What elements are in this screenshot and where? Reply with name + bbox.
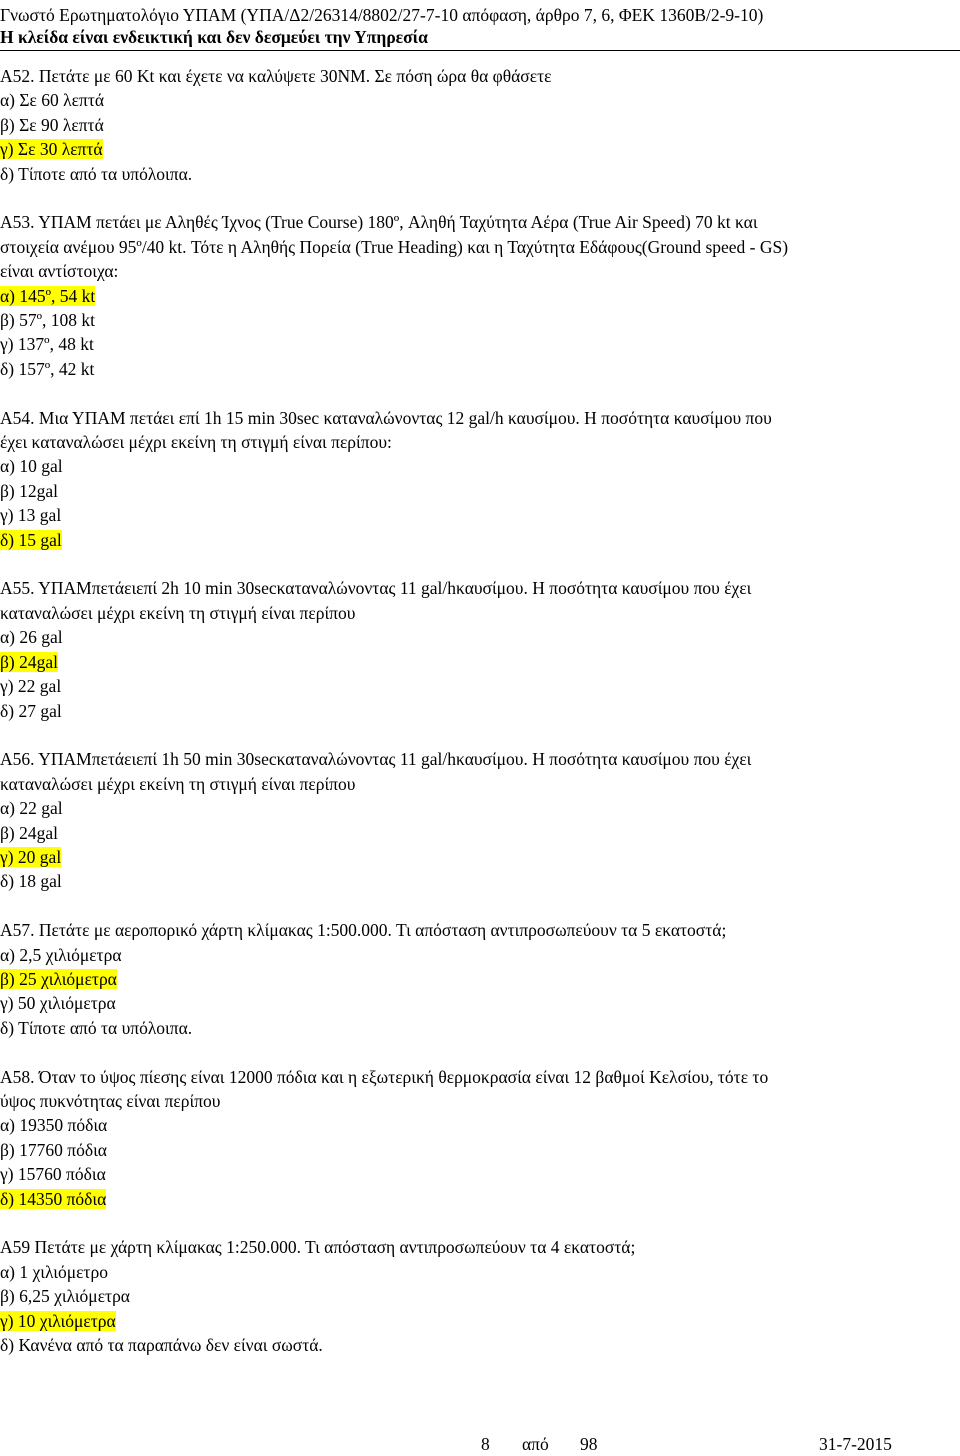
question-text: Α57. Πετάτε με αεροπορικό χάρτη κλίμακας 1:500.000. Τι απόσταση αντιπροσωπεύουν τα 5 εκατοστά; <box>0 920 727 941</box>
page-footer <box>0 1434 960 1456</box>
answer-option-text: δ) 27 gal <box>0 700 62 721</box>
answer-option <box>0 162 958 186</box>
answer-option <box>0 332 958 356</box>
answer-option <box>0 650 958 674</box>
question-block <box>0 1235 958 1357</box>
answer-option-text: γ) 22 gal <box>0 676 62 697</box>
answer-option <box>0 1187 958 1211</box>
answer-option <box>0 284 958 308</box>
question-block <box>0 406 958 552</box>
answer-option-text: β) 6,25 χιλιόμετρα <box>0 1286 130 1307</box>
question-text: Α54. Μια ΥΠΑΜ πετάει επί 1h 15 min 30sec καταναλώνοντας 12 gal/h καυσίμου. Η ποσότητα καυσίμου που <box>0 407 772 428</box>
page-total: 98 <box>580 1434 598 1454</box>
question-block <box>0 1065 958 1211</box>
answer-option <box>0 625 958 649</box>
answer-option <box>0 674 958 698</box>
answer-option <box>0 1260 958 1284</box>
answer-option-text: δ) 18 gal <box>0 871 62 892</box>
question-text: Α59 Πετάτε με χάρτη κλίμακας 1:250.000. Τι απόσταση αντιπροσωπεύουν τα 4 εκατοστά; <box>0 1237 636 1258</box>
question-block <box>0 918 958 1040</box>
answer-option <box>0 821 958 845</box>
answer-option <box>0 357 958 381</box>
page-of-label: από <box>522 1434 549 1454</box>
answer-option-text: β) 57º, 108 kt <box>0 310 96 331</box>
question-text: Α52. Πετάτε με 60 Kt και έχετε να καλύψετε 30NM. Σε πόση ώρα θα φθάσετε <box>0 66 552 86</box>
answer-option <box>0 528 958 552</box>
answer-option-text: α) 19350 πόδια <box>0 1115 108 1136</box>
answer-option <box>0 503 958 527</box>
header-title: Γνωστό Ερωτηματολόγιο ΥΠΑΜ (ΥΠΑ/Δ2/26314/8802/27-7-10 απόφαση, άρθρο 7, 6, ΦΕΚ 1360Β/2-9-10) <box>0 5 764 25</box>
answer-option-text: δ) Κανένα από τα παραπάνω δεν είναι σωστά. <box>0 1335 323 1356</box>
footer-date: 31-7-2015 <box>819 1434 892 1454</box>
header-disclaimer: Η κλείδα είναι ενδεικτική και δεν δεσμεύει την Υπηρεσία <box>0 27 428 47</box>
answer-option <box>0 1138 958 1162</box>
question-block <box>0 747 958 893</box>
question-text: καταναλώσει μέχρι εκείνη τη στιγμή είναι περίπου <box>0 773 356 794</box>
answer-option <box>0 308 958 332</box>
answer-option-text: δ) 157º, 42 kt <box>0 358 95 379</box>
page-header <box>0 4 960 48</box>
answer-option <box>0 1113 958 1137</box>
page-number: 8 <box>481 1434 490 1454</box>
answer-option <box>0 991 958 1015</box>
answer-option <box>0 113 958 137</box>
answer-option-correct: γ) 10 χιλιόμετρα <box>0 1310 116 1331</box>
question-text: Α58. Όταν το ύψος πίεσης είναι 12000 πόδια και η εξωτερική θερμοκρασία είναι 12 βαθμοί Κελσίου, τότε το <box>0 1066 769 1087</box>
answer-option <box>0 699 958 723</box>
answer-option <box>0 88 958 112</box>
question-text: είναι αντίστοιχα: <box>0 261 119 282</box>
answer-option-text: β) Σε 90 λεπτά <box>0 114 104 135</box>
answer-option-correct: γ) 20 gal <box>0 846 62 867</box>
answer-option <box>0 1284 958 1308</box>
answer-option <box>0 1309 958 1333</box>
answer-option-text: γ) 13 gal <box>0 505 62 526</box>
answer-option-text: δ) Τίποτε από τα υπόλοιπα. <box>0 163 193 184</box>
answer-option <box>0 1162 958 1186</box>
question-text: Α55. ΥΠΑΜπετάειεπί 2h 10 min 30secκαταναλώνοντας 11 gal/hκαυσίμου. Η ποσότητα καυσίμου που έχει <box>0 578 752 599</box>
question-text: στοιχεία ανέμου 95º/40 kt. Τότε η Αληθής Πορεία (True Heading) και η Ταχύτητα Εδάφους(Ground speed - GS) <box>0 236 789 257</box>
question-text: Α56. ΥΠΑΜπετάειεπί 1h 50 min 30secκαταναλώνοντας 11 gal/hκαυσίμου. Η ποσότητα καυσίμου που έχει <box>0 749 752 770</box>
answer-option-text: β) 12gal <box>0 480 58 501</box>
answer-option <box>0 943 958 967</box>
answer-option <box>0 796 958 820</box>
answer-option-correct: α) 145º, 54 kt <box>0 285 96 306</box>
answer-option-text: α) 2,5 χιλιόμετρα <box>0 944 122 965</box>
answer-option <box>0 967 958 991</box>
answer-option <box>0 1016 958 1040</box>
answer-option <box>0 845 958 869</box>
question-block <box>0 576 958 722</box>
answer-option <box>0 1333 958 1357</box>
answer-option-text: γ) 50 χιλιόμετρα <box>0 993 116 1014</box>
answer-option-text: γ) 137º, 48 kt <box>0 334 94 355</box>
answer-option-correct: δ) 14350 πόδια <box>0 1188 107 1209</box>
answer-option-text: γ) 15760 πόδια <box>0 1164 106 1185</box>
question-block <box>0 210 958 381</box>
answer-option <box>0 479 958 503</box>
answer-option-text: δ) Τίποτε από τα υπόλοιπα. <box>0 1017 193 1038</box>
answer-option-text: α) 22 gal <box>0 798 63 819</box>
answer-option-correct: δ) 15 gal <box>0 529 62 550</box>
answer-option-correct: β) 24gal <box>0 651 58 672</box>
answer-option <box>0 869 958 893</box>
question-text: έχει καταναλώσει μέχρι εκείνη τη στιγμή είναι περίπου: <box>0 432 392 453</box>
answer-option-correct: γ) Σε 30 λεπτά <box>0 139 103 160</box>
answer-option-correct: β) 25 χιλιόμετρα <box>0 968 117 989</box>
question-text: ύψος πυκνότητας είναι περίπου <box>0 1090 221 1111</box>
question-text: Α53. ΥΠΑΜ πετάει με Αληθές Ίχνος (True Course) 180º, Αληθή Ταχύτητα Αέρα (True Air Speed) 70 kt και <box>0 212 758 233</box>
question-list <box>0 64 958 1382</box>
question-text: καταναλώσει μέχρι εκείνη τη στιγμή είναι περίπου <box>0 602 356 623</box>
answer-option-text: α) 26 gal <box>0 627 63 648</box>
answer-option <box>0 137 958 161</box>
answer-option-text: α) Σε 60 λεπτά <box>0 90 105 111</box>
answer-option-text: α) 1 χιλιόμετρο <box>0 1261 108 1282</box>
answer-option-text: β) 17760 πόδια <box>0 1139 107 1160</box>
question-block <box>0 64 958 186</box>
answer-option <box>0 454 958 478</box>
header-rule <box>0 50 960 51</box>
answer-option-text: α) 10 gal <box>0 456 63 477</box>
answer-option-text: β) 24gal <box>0 822 58 843</box>
